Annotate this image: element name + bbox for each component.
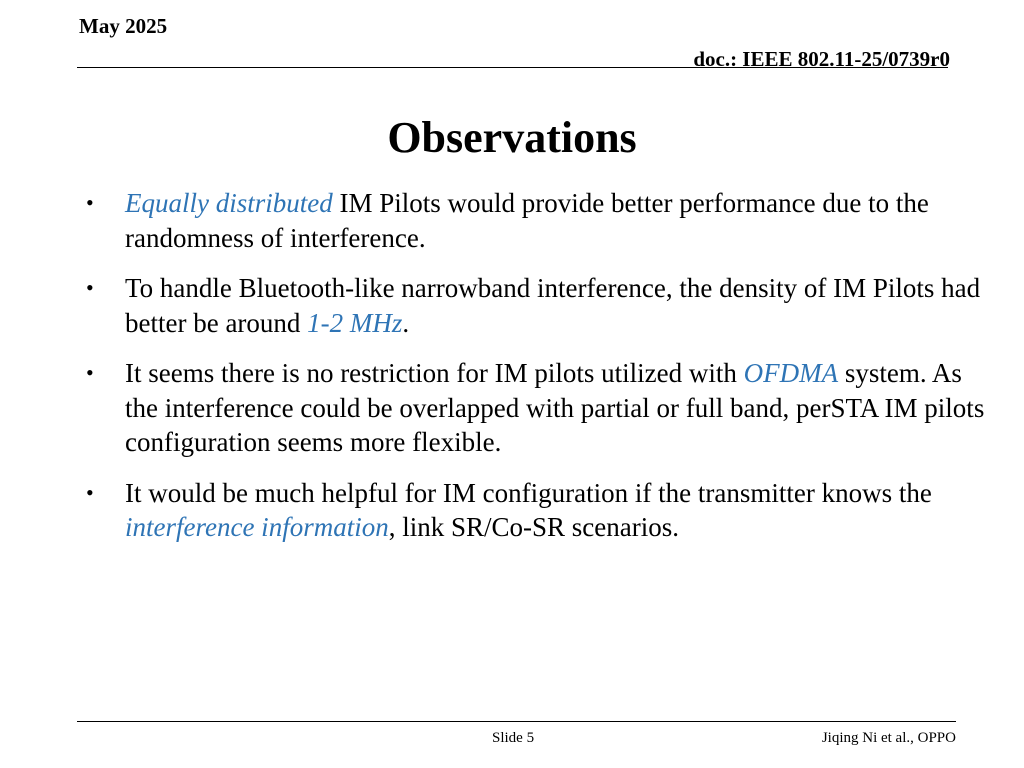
bullet-text: To handle Bluetooth-like narrowband interference, the density of IM Pilots had better be around — [125, 273, 981, 338]
highlight-text: 1-2 MHz — [307, 307, 403, 338]
bullet-marker: • — [86, 190, 94, 215]
bullet-text: It would be much helpful for IM configuration if the transmitter knows the — [125, 477, 932, 508]
slide-title: Observations — [387, 113, 637, 162]
bullet-item-2 — [86, 271, 986, 340]
bullet-text: IM Pilots would provide better performance due to the randomness of interference. — [125, 188, 929, 253]
highlight-text: Equally distributed — [125, 188, 333, 218]
bullet-text: , link SR/Co-SR scenarios. — [388, 512, 679, 542]
bullet-marker: • — [86, 275, 94, 300]
footer-author: Jiqing Ni et al., OPPO — [821, 730, 956, 746]
bullet-marker: • — [86, 360, 94, 385]
bullet-text: system. As the interference could be overlapped with partial or full band, perSTA IM pilots configuration seems more flexible. — [125, 358, 985, 457]
header-doc-id: doc.: IEEE 802.11-25/0739r0 — [693, 47, 950, 71]
bullet-list — [86, 186, 986, 561]
bullet-marker: • — [86, 479, 94, 505]
bullet-text: It seems there is no restriction for IM pilots utilized with — [125, 358, 744, 388]
header-divider — [77, 67, 948, 68]
slide-number: Slide 5 — [492, 730, 535, 746]
bullet-item-4 — [86, 476, 986, 545]
bullet-text: . — [402, 307, 410, 338]
footer-divider — [77, 721, 956, 722]
highlight-text: interference information — [125, 512, 389, 542]
bullet-item-1 — [86, 186, 986, 255]
header-date: May 2025 — [79, 14, 168, 38]
highlight-text: OFDMA — [743, 358, 839, 388]
bullet-item-3 — [86, 356, 986, 460]
